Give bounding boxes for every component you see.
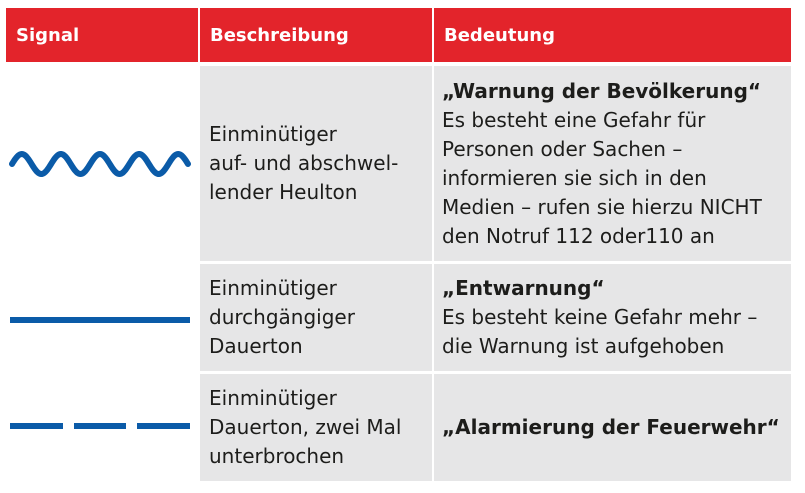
meaning-line: Personen oder Sachen – bbox=[442, 136, 683, 161]
description-line: Einminütiger bbox=[209, 122, 337, 146]
interrupted-signal-icon bbox=[0, 416, 200, 436]
wave-signal-icon bbox=[0, 140, 200, 190]
meaning-line: die Warnung ist aufgehoben bbox=[442, 334, 725, 358]
header-meaning: Bedeutung bbox=[434, 8, 791, 62]
header-description: Beschreibung bbox=[200, 8, 432, 62]
meaning-title: „Alarmierung der Feuerwehr“ bbox=[442, 415, 780, 439]
meaning-line: Medien – rufen sie hierzu NICHT bbox=[442, 194, 762, 219]
meaning-line: Es besteht keine Gefahr mehr – bbox=[442, 305, 758, 329]
meaning-title: „Entwarnung“ bbox=[442, 276, 605, 300]
description-line: lender Heulton bbox=[209, 180, 358, 204]
continuous-signal-icon bbox=[0, 310, 200, 330]
description-line: unterbrochen bbox=[209, 444, 345, 468]
description-line: Einminütiger bbox=[209, 386, 337, 410]
description-line: Dauerton, zwei Mal bbox=[209, 415, 402, 439]
description-cell-1 bbox=[200, 66, 432, 261]
header-signal: Signal bbox=[6, 8, 198, 62]
description-line: durchgängiger bbox=[209, 305, 355, 329]
meaning-line: Es besteht eine Gefahr für bbox=[442, 107, 706, 132]
meaning-line: informieren sie sich in den bbox=[442, 165, 707, 190]
meaning-cell-2 bbox=[434, 264, 791, 371]
description-cell-3 bbox=[200, 374, 432, 481]
description-line: auf- und abschwel- bbox=[209, 151, 399, 175]
meaning-title: „Warnung der Bevölkerung“ bbox=[442, 78, 762, 103]
meaning-cell-3 bbox=[434, 374, 791, 481]
meaning-line: den Notruf 112 oder110 an bbox=[442, 223, 715, 248]
description-line: Einminütiger bbox=[209, 276, 337, 300]
description-cell-2 bbox=[200, 264, 432, 371]
meaning-cell-1 bbox=[434, 66, 791, 261]
description-line: Dauerton bbox=[209, 334, 303, 358]
